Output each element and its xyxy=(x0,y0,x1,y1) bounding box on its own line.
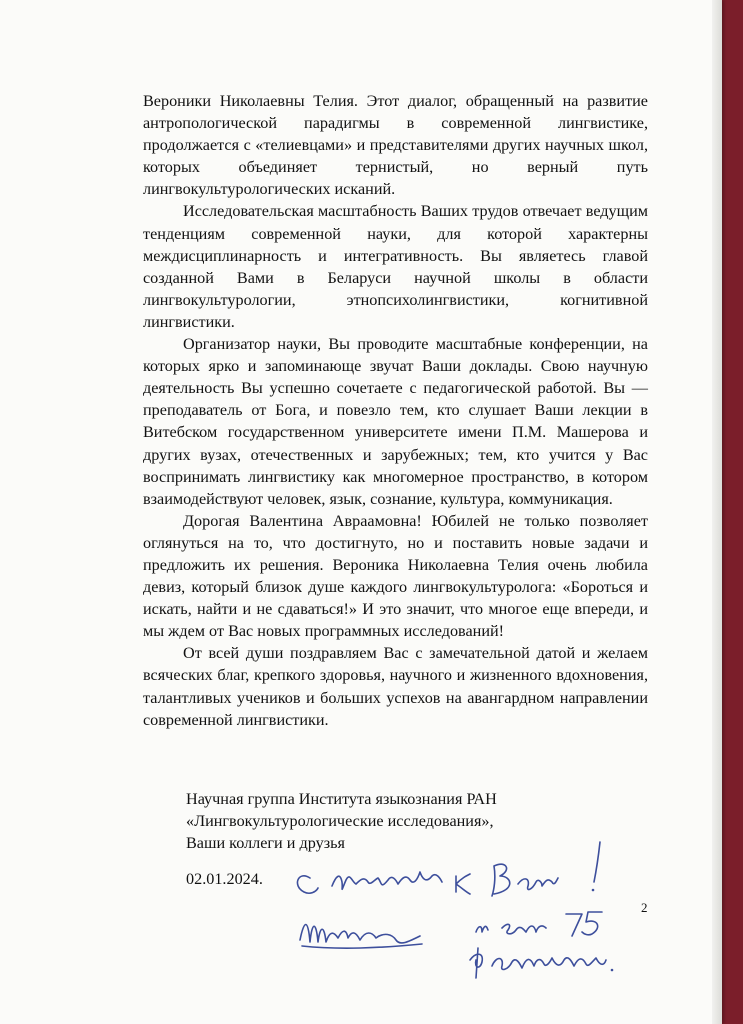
paragraph-1: Вероники Николаевны Телия. Этот диалог, обращенный на развитие антропологической парадигмы в современной лингвистике, продолжается с «телиевцами» и представителями других научных школ, которых объединяет тернистый, но верный путь лингвокультурологических исканий. xyxy=(143,92,648,199)
paragraph-2: Исследовательская масштабность Ваших трудов отвечает ведущим тенденциям современной науки, для которой характерны междисциплинарность и интегративность. Вы являетесь главой созданной Вами в Беларуси научной школы в области лингвокультурологии, этнопсихолингвистики, когнитивной лингвистики. xyxy=(143,202,648,331)
page-fold-shadow xyxy=(712,0,722,1024)
paragraph-4: Дорогая Валентина Авраамовна! Юбилей не только позволяет оглянуться на то, что достигнуто, но и поставить новые задачи и предложить их решения. Вероника Николаевна Телия очень любила девиз, который близок душе каждого лингвокультуролога: «Бороться и искать, найти и не сдаваться!» И это значит, что многое еще впереди, и мы ждем от Вас новых программных исследований! xyxy=(143,511,648,641)
signature-line-1: Научная группа Института языкознания РАН xyxy=(186,790,497,808)
paragraph-3: Организатор науки, Вы проводите масштабные конференции, на которых ярко и запоминающе звучат Ваши доклады. Свою научную деятельность Вы успешно сочетаете с педагогической работой. Вы — преподаватель от Бога, и повезло тем, кто слушает Ваши лекции в Витебском государственном университете имени П.М. Машерова и других вузах, отечественных и зарубежных; тем, кто учится у Вас воспринимать лингвистику как многомерное пространство, в котором взаимодействуют человек, язык, сознание, культура, коммуникация. xyxy=(143,335,648,508)
paragraph-5: От всей души поздравляем Вас с замечательной датой и желаем всяческих благ, крепкого здоровья, научного и жизненного вдохновения, талантливых учеников и больших успехов на авангардном направлении современной лингвистики. xyxy=(143,644,648,729)
letter-date: 02.01.2024. xyxy=(186,870,263,888)
page-number: 2 xyxy=(641,900,648,915)
letter-body xyxy=(143,90,648,731)
handwritten-note-signature xyxy=(280,820,660,990)
signature-line-2: «Лингвокультурологические исследования», xyxy=(186,812,494,831)
signature-line-3: Ваши коллеги и друзья xyxy=(186,834,345,853)
